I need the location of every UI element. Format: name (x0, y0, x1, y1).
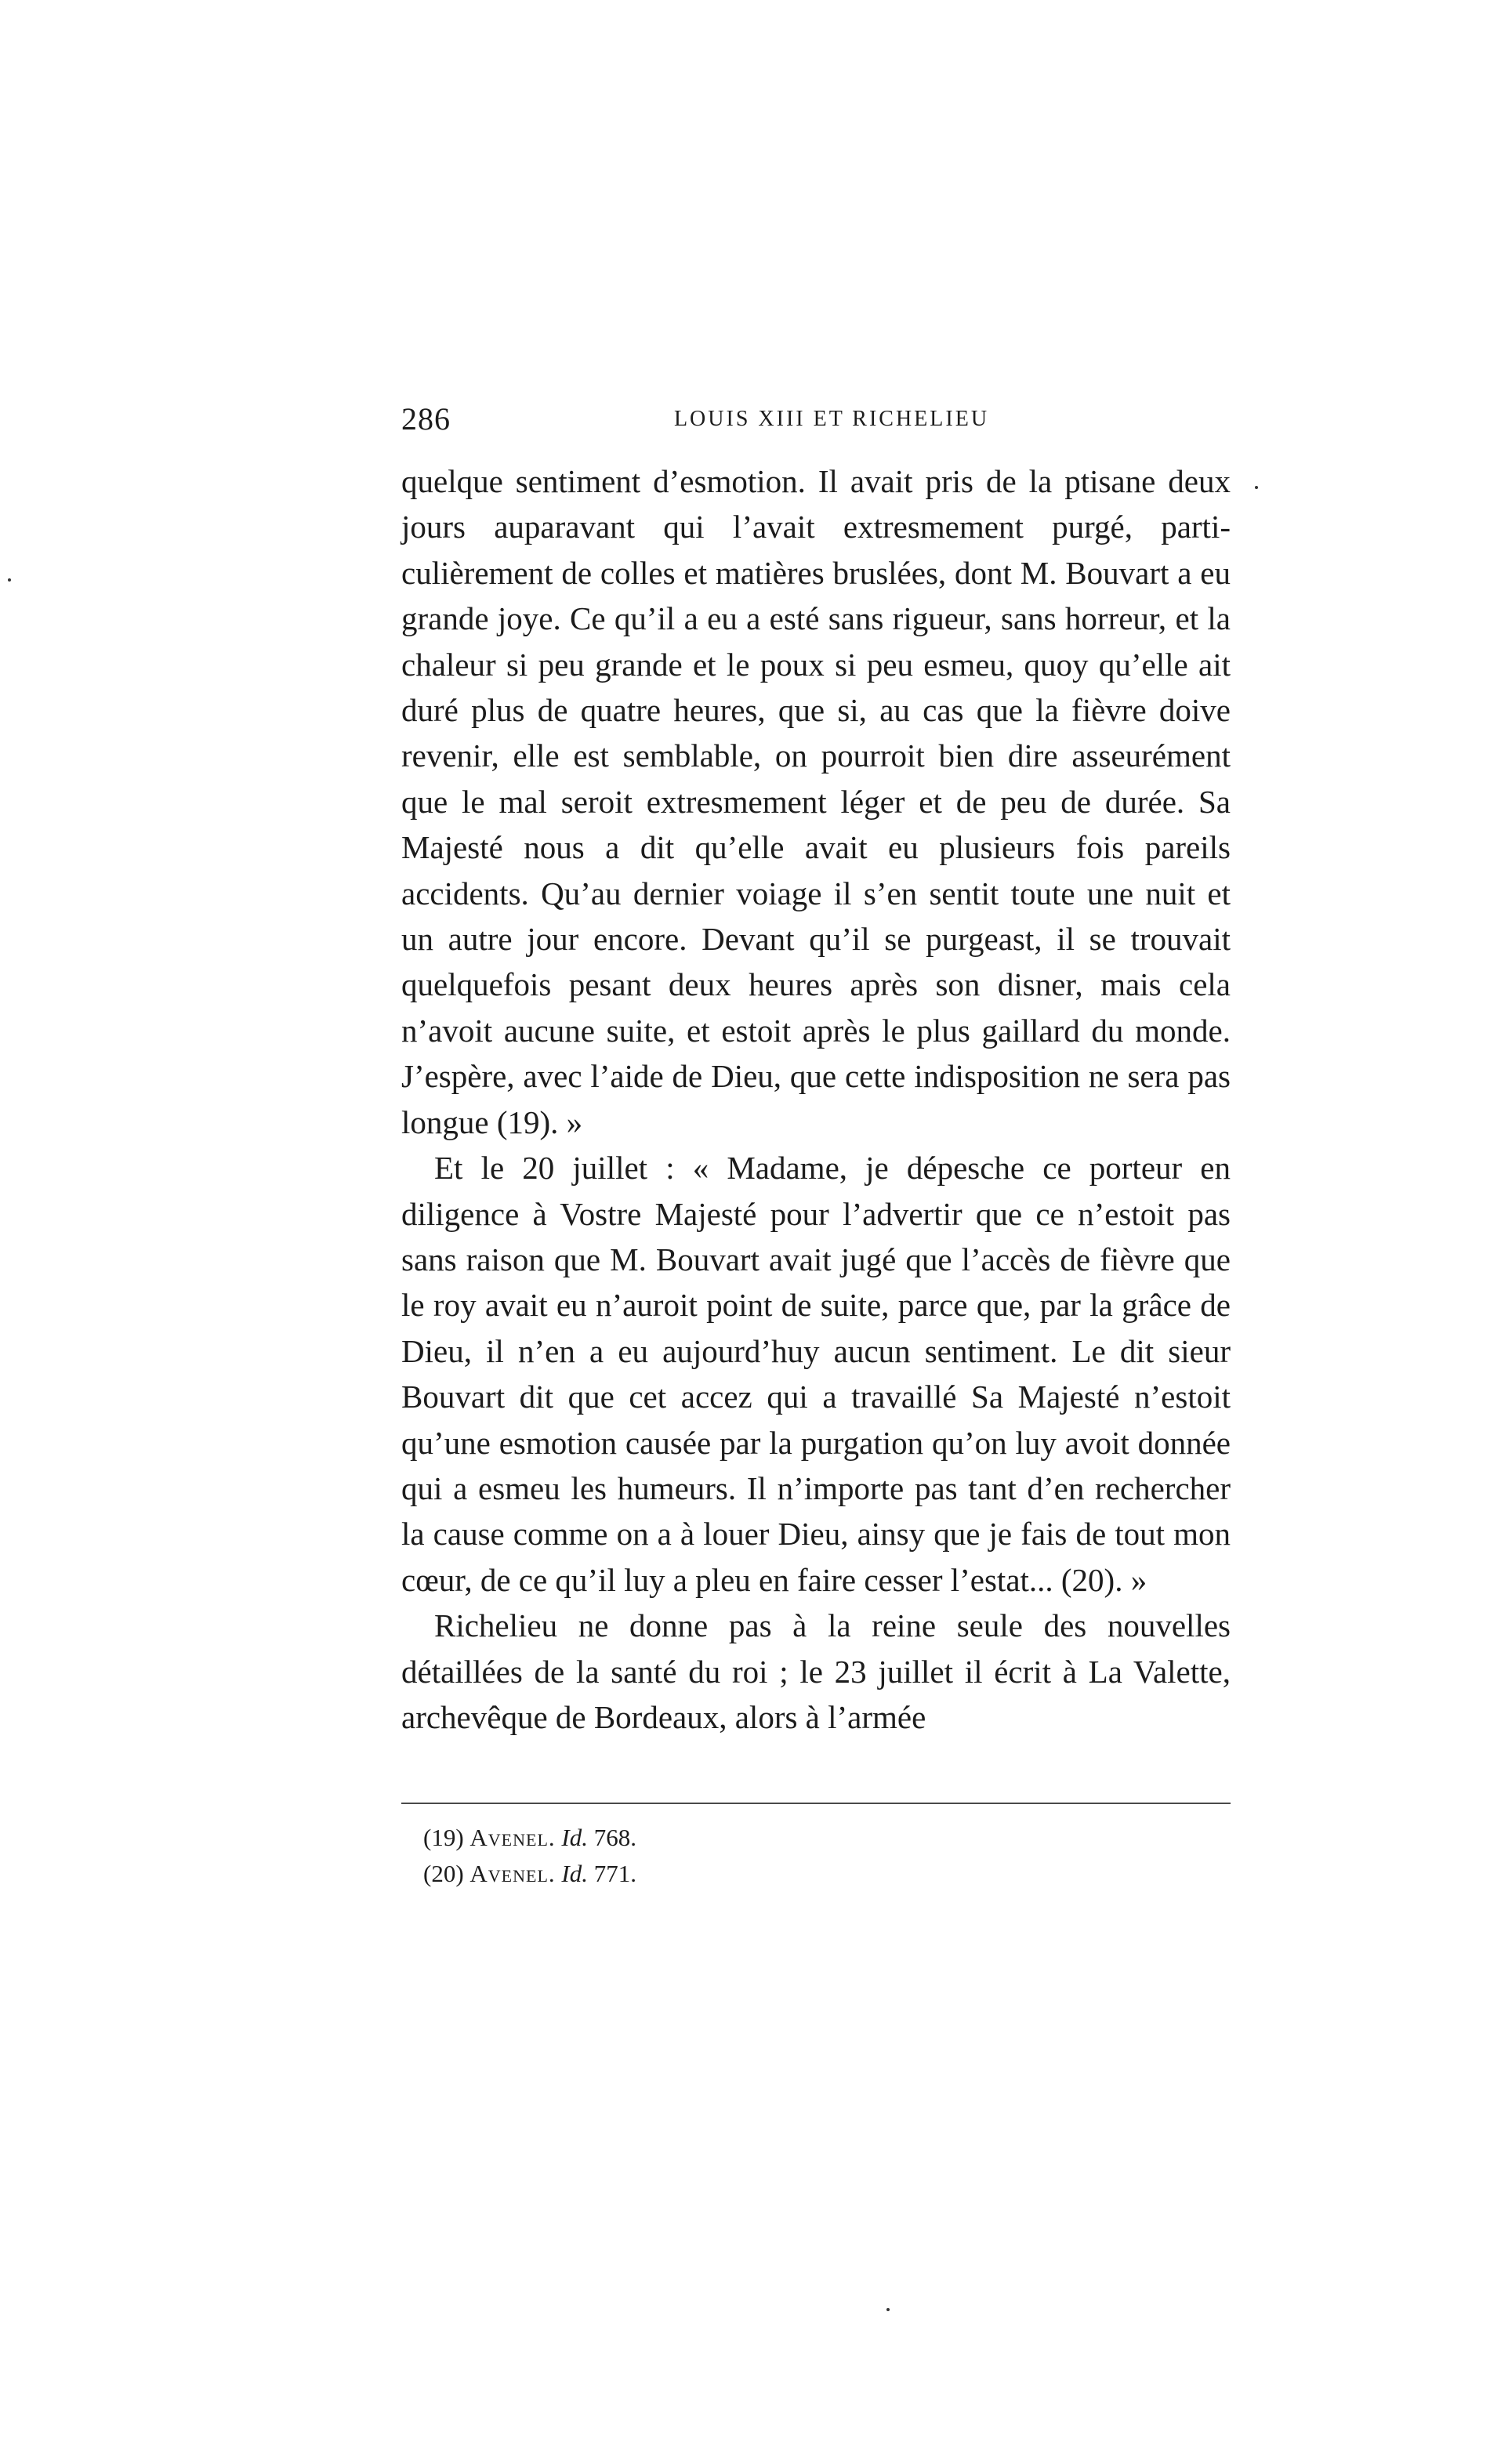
footnote (423, 1820, 1207, 1856)
footnote-number: (19) (423, 1824, 464, 1851)
footnote-rule (401, 1803, 1231, 1804)
paragraph: Richelieu ne donne pas à la reine seule des nouvelles détaillées de la santé du roi ; le 23 juillet il écrit à La Valette, archevêque de Bordeaux, alors à l’armée (401, 1607, 1231, 1735)
footnote-author: Avenel. (469, 1860, 556, 1887)
footnote-author: Avenel. (469, 1824, 556, 1851)
footnote-page: 771. (593, 1860, 636, 1887)
margin-speck (886, 2308, 890, 2311)
running-head: LOUIS XIII ET RICHELIEU (673, 407, 990, 431)
margin-speck (1255, 486, 1258, 489)
footnote-ref: Id. (561, 1824, 588, 1851)
footnote (423, 1856, 1207, 1892)
footnotes (423, 1820, 1207, 1892)
page-header (401, 396, 1231, 443)
body-text (401, 458, 1231, 1740)
footnote-page: 768. (593, 1824, 636, 1851)
footnote-number: (20) (423, 1860, 464, 1887)
margin-speck (8, 578, 11, 582)
paragraph: Et le 20 juillet : « Madame, je dépesche ce porteur en diligence à Vostre Majesté pour l’advertir que ce n’estoit pas sans raison que M. Bouvart avait jugé que l’accès de fièvre que le roy avait eu n’auroit point de suite, parce que, par la grâce de Dieu, il n’en a eu aujourd’huy aucun sentiment. Le dit sieur Bouvart dit que cet accez qui a travaillé Sa Majesté n’estoit qu’une esmotion causée par la purgation qu’on luy avoit donnée qui a esmeu les humeurs. Il n’importe pas tant d’en rechercher la cause comme on a à louer Dieu, ainsy que je fais de tout mon cœur, de ce qu’il luy a pleu en faire cesser l’estat... (20). » (401, 1150, 1231, 1598)
paragraph: quelque sentiment d’esmotion. Il avait pris de la ptisane deux jours auparavant qui l’avait extresmement purgé, particulièrement de colles et matières bruslées, dont M. Bouvart a eu grande joye. Ce qu’il a eu a esté sans rigueur, sans horreur, et la chaleur si peu grande et le poux si peu esmeu, quoy qu’elle ait duré plus de quatre heures, que si, au cas que la fièvre doive revenir, elle est semblable, on pourroit bien dire asseurément que le mal seroit extresmement léger et de peu de durée. Sa Majesté nous a dit qu’elle avait eu plusieurs fois pareils accidents. Qu’au dernier voiage il s’en sentit toute une nuit et un autre jour encore. Devant qu’il se purgeast, il se trouvait quelquefois pesant deux heures après son disner, mais cela n’avoit aucune suite, et estoit après le plus gaillard du monde. J’espère, avec l’aide de Dieu, que cette indisposition ne sera pas longue (19). » (401, 463, 1231, 1140)
page-number: 286 (401, 401, 451, 437)
footnote-ref: Id. (561, 1860, 588, 1887)
